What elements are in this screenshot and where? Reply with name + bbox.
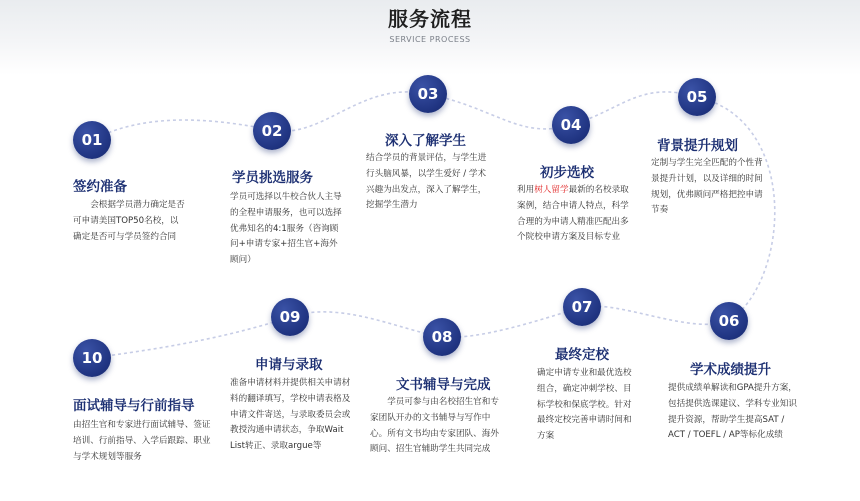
- step-03-badge: [409, 75, 447, 113]
- step-04-badge: [552, 106, 590, 144]
- step-02-badge: [253, 112, 291, 150]
- step-10-desc: 由招生官和专家进行面试辅导、签证培训、行前指导、入学后跟踪、职业与学术规划等服务: [73, 420, 211, 462]
- step-06-desc: 提供成绩单解读和GPA提升方案，包括提供选课建议、学科专业知识提升资源，帮助学生提高SAT / ACT / TOEFL / AP等标化成绩: [668, 383, 797, 441]
- step-02-number: 02: [261, 122, 283, 140]
- step-08-badge: [423, 318, 461, 356]
- brand-highlight: 树人留学: [534, 185, 569, 195]
- step-08-number: 08: [431, 328, 453, 346]
- step-10-number: 10: [81, 349, 103, 367]
- step-07-number: 07: [571, 298, 593, 316]
- step-04-title: 初步选校: [540, 165, 594, 181]
- step-06-badge: [710, 302, 748, 340]
- step-10-badge: [73, 339, 111, 377]
- step-07-desc: 确定申请专业和最优选校组合，确定冲刺学校、目标学校和保底学校。针对最终定校完善申请时间和方案: [537, 368, 632, 442]
- step-04-desc: [517, 183, 629, 246]
- step-01-title: 签约准备: [73, 179, 127, 195]
- page-subtitle: SERVICE PROCESS: [389, 35, 471, 44]
- step-07-title: 最终定校: [555, 347, 609, 363]
- step-04-number: 04: [560, 116, 582, 134]
- step-07-badge: [563, 288, 601, 326]
- step-05-title: 背景提升规划: [657, 138, 738, 154]
- step-10-title: 面试辅导与行前指导: [73, 398, 195, 414]
- step-02-title: 学员挑选服务: [232, 170, 313, 186]
- step-09-title: 申请与录取: [255, 357, 323, 373]
- step-01-desc: 会根据学员潜力确定是否可申请美国TOP50名校，以确定是否可与学员签约合同: [73, 200, 185, 242]
- page-title: 服务流程: [388, 7, 472, 31]
- step-01-number: 01: [81, 131, 103, 149]
- step-05-desc: 定制与学生完全匹配的个性背景提升计划，以及详细的时间规划，优弗顾问严格把控申请节奏: [651, 158, 763, 216]
- step-03-title: 深入了解学生: [385, 133, 466, 149]
- step-05-number: 05: [686, 88, 708, 106]
- step-04-desc-pre: 利用: [517, 185, 535, 195]
- step-09-number: 09: [279, 308, 301, 326]
- header: [0, 3, 860, 44]
- step-06-number: 06: [718, 312, 740, 330]
- step-08-desc: 学员可参与由名校招生官和专家团队开办的文书辅导与写作中心。所有文书均由专家团队、海外顾问、招生官辅助学生共同完成: [370, 397, 499, 455]
- step-03-number: 03: [417, 85, 439, 103]
- step-06-title: 学术成绩提升: [690, 362, 771, 378]
- step-09-badge: [271, 298, 309, 336]
- step-08-title: 文书辅导与完成: [396, 377, 491, 393]
- step-02-desc: 学员可选择以牛校合伙人主导的全程申请服务，也可以选择优弗知名的4:1服务（咨询顾问+申请专家+招生官+海外顾问）: [230, 192, 342, 266]
- step-05-badge: [678, 78, 716, 116]
- step-04-desc-post: 最新的名校录取案例，结合申请人特点，科学合理的为申请人精准匹配出多个院校申请方案及目标专业: [517, 185, 629, 243]
- step-01-badge: [73, 121, 111, 159]
- step-09-desc: 准备申请材料并提供相关申请材料的翻译填写，学校申请表格及申请文件寄送，与录取委员会或教授沟通申请状态，争取Wait List转正、录取argue等: [230, 378, 351, 452]
- step-03-desc: 结合学员的背景评估，与学生进行头脑风暴，以学生爱好 / 学术兴趣为出发点，深入了解学生，挖掘学生潜力: [366, 153, 487, 211]
